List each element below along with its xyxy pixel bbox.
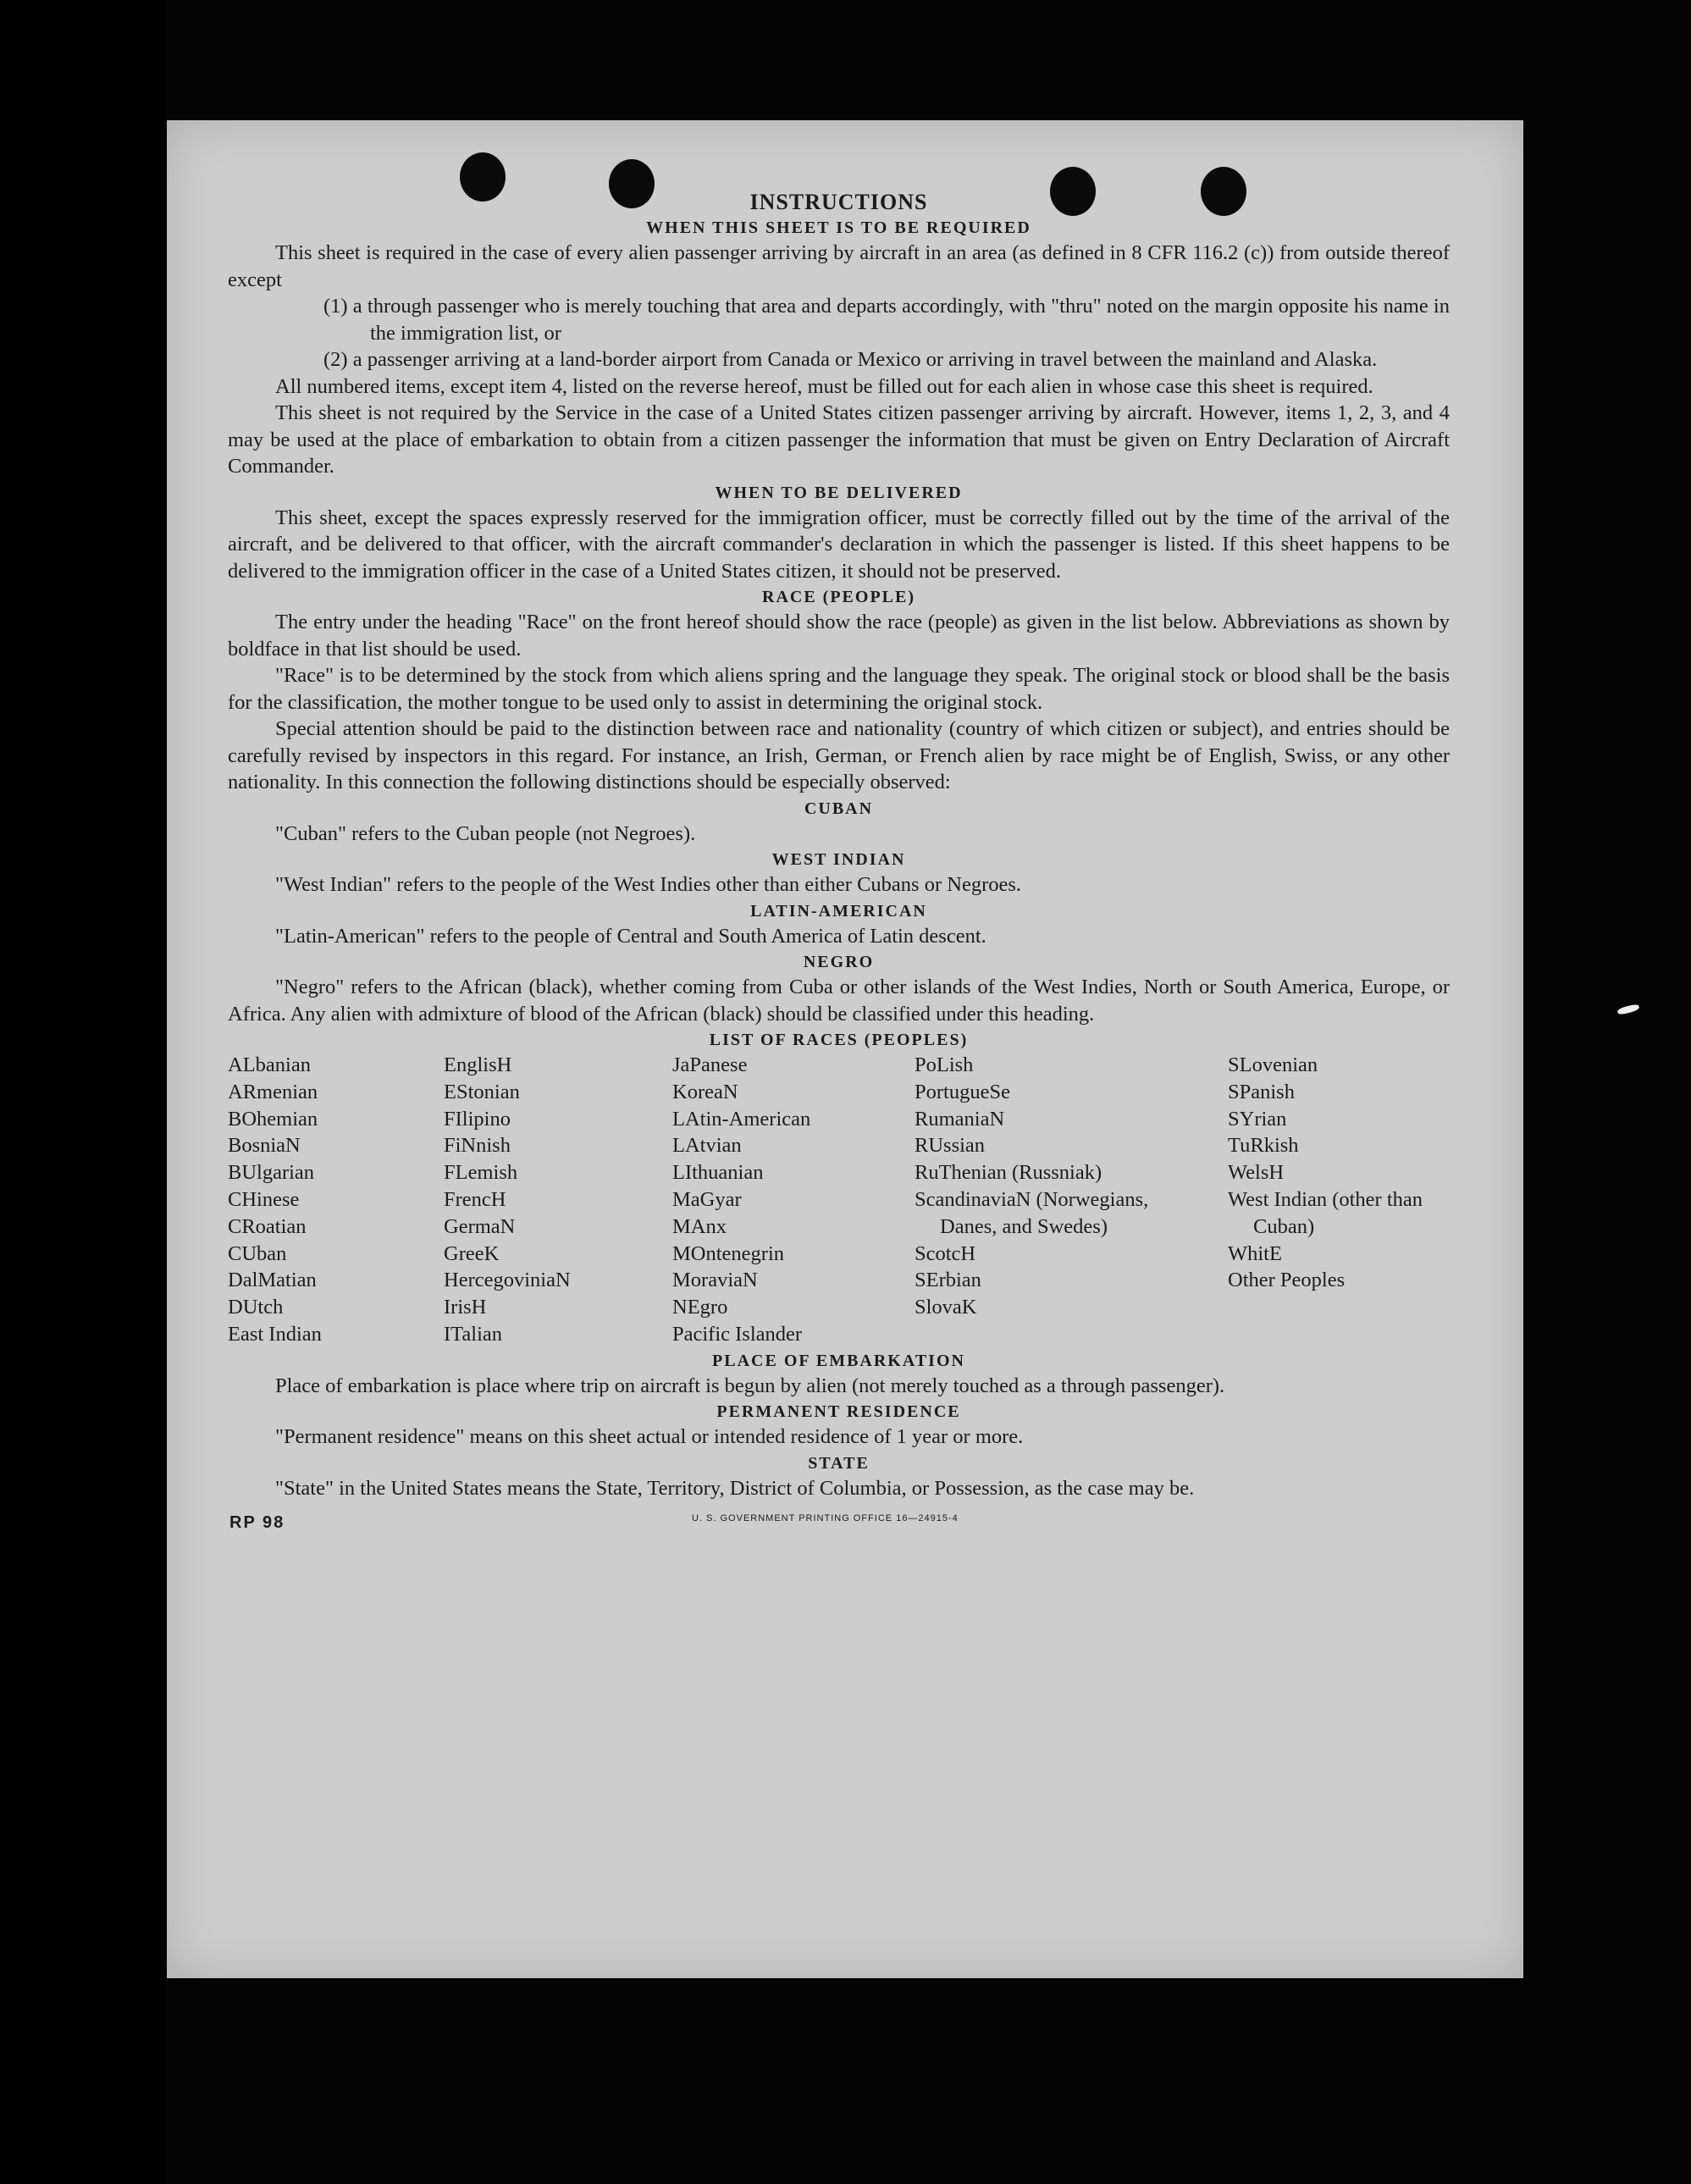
paragraph: "Race" is to be determined by the stock from which aliens spring and the language they speak. The original stock or blood shall be the basis for the classification, the mother tongue to be used only to assist in determining the original stock. xyxy=(228,664,1450,714)
page-footer xyxy=(228,1508,1450,1542)
race-item: ScotcH xyxy=(915,1241,976,1265)
paragraph: This sheet is required in the case of every alien passenger arriving by aircraft in an area (as defined in 8 CFR 116.2 (c)) from outside thereof except xyxy=(228,241,1450,291)
race-item: ALbanian xyxy=(228,1053,311,1076)
race-column xyxy=(444,1052,672,1348)
section-heading: WHEN TO BE DELIVERED xyxy=(715,483,963,502)
race-item: SYrian xyxy=(1228,1107,1287,1131)
race-item: SLovenian xyxy=(1228,1053,1318,1076)
race-item: WelsH xyxy=(1228,1161,1285,1185)
race-item: FiNnish xyxy=(444,1134,511,1158)
race-item: HercegoviniaN xyxy=(444,1269,571,1292)
race-item: BosniaN xyxy=(228,1134,301,1158)
race-item: FrencH xyxy=(444,1187,506,1211)
printer-imprint: U. S. GOVERNMENT PRINTING OFFICE 16—24915-4 xyxy=(692,1513,959,1524)
paragraph: "Cuban" refers to the Cuban people (not Negroes). xyxy=(275,821,696,845)
section-heading: CUBAN xyxy=(804,799,874,818)
race-item: EnglisH xyxy=(444,1053,512,1076)
race-column xyxy=(672,1052,915,1348)
race-item: ScandinaviaN (Norwegians, Danes, and Swedes) xyxy=(915,1187,1154,1238)
list-item: (2) a passenger arriving at a land-border airport from Canada or Mexico or arriving in travel between the mainland and Alaska. xyxy=(323,348,1378,371)
race-item: ITalian xyxy=(444,1322,503,1346)
race-column xyxy=(1228,1052,1465,1348)
race-item: SlovaK xyxy=(915,1296,977,1319)
race-item: ARmenian xyxy=(228,1080,318,1103)
paragraph: "Permanent residence" means on this sheet actual or intended residence of 1 year or more. xyxy=(275,1425,1024,1449)
race-item: CRoatian xyxy=(228,1214,307,1238)
race-item: JaPanese xyxy=(672,1053,748,1076)
section-heading: WEST INDIAN xyxy=(771,850,906,869)
race-item: MAnx xyxy=(672,1214,727,1238)
race-item: PoLish xyxy=(915,1053,974,1076)
section-heading: RACE (PEOPLE) xyxy=(762,588,915,606)
race-item: EStonian xyxy=(444,1080,520,1103)
paragraph: Place of embarkation is place where trip on aircraft is begun by alien (not merely touched as a through passenger). xyxy=(275,1374,1225,1397)
race-item: East Indian xyxy=(228,1322,322,1346)
race-item: DalMatian xyxy=(228,1269,317,1292)
section-heading: PLACE OF EMBARKATION xyxy=(712,1351,965,1370)
race-item: CHinese xyxy=(228,1187,300,1211)
race-item: West Indian (other than Cuban) xyxy=(1228,1187,1429,1238)
race-item: CUban xyxy=(228,1241,287,1265)
race-item: FIlipino xyxy=(444,1107,511,1131)
race-item: MaGyar xyxy=(672,1187,742,1211)
race-item: RUssian xyxy=(915,1134,986,1158)
paragraph: "Negro" refers to the African (black), whether coming from Cuba or other islands of the West Indies, North or South America, Europe, or Africa. Any alien with admixture of blood of the African (black) should be classified under this heading. xyxy=(228,976,1450,1026)
section-heading: WHEN THIS SHEET IS TO BE REQUIRED xyxy=(646,218,1031,237)
race-item: GermaN xyxy=(444,1214,516,1238)
race-item: LAtvian xyxy=(672,1134,742,1158)
race-item: LIthuanian xyxy=(672,1161,764,1185)
race-list xyxy=(228,1052,1450,1348)
race-item: RuThenian (Russniak) xyxy=(915,1161,1102,1185)
paragraph: This sheet is not required by the Service in the case of a United States citizen passenger arriving by aircraft. However, items 1, 2, 3, and 4 may be used at the place of embarkation to obtain from a citizen passenger the information that must be given on Entry Declaration of Aircraft Commander. xyxy=(228,401,1450,478)
section-heading: LIST OF RACES (PEOPLES) xyxy=(709,1031,969,1049)
scan-speck xyxy=(1616,1004,1639,1015)
race-item: IrisH xyxy=(444,1296,487,1319)
section-heading: STATE xyxy=(808,1453,870,1473)
race-item: DUtch xyxy=(228,1296,284,1319)
race-item: BUlgarian xyxy=(228,1161,315,1185)
race-item: PortugueSe xyxy=(915,1080,1010,1103)
paragraph: "West Indian" refers to the people of the West Indies other than either Cubans or Negroes. xyxy=(275,873,1022,896)
form-code: RP 98 xyxy=(229,1513,285,1533)
race-item: Pacific Islander xyxy=(672,1322,803,1346)
race-item: MOntenegrin xyxy=(672,1241,784,1265)
page-title: INSTRUCTIONS xyxy=(749,190,928,214)
paragraph: The entry under the heading "Race" on the front hereof should show the race (people) as given in the list below. Abbreviations as shown by boldface in that list should be used. xyxy=(228,611,1450,661)
section-heading: PERMANENT RESIDENCE xyxy=(716,1402,961,1422)
paragraph: All numbered items, except item 4, listed on the reverse hereof, must be filled out for each alien in whose case this sheet is required. xyxy=(275,374,1373,398)
race-item: NEgro xyxy=(672,1296,728,1319)
section-heading: NEGRO xyxy=(803,953,875,971)
race-item: LAtin-American xyxy=(672,1107,811,1131)
list-item: (1) a through passenger who is merely touching that area and departs accordingly, with "thru" noted on the margin opposite his name in the immigration list, or xyxy=(323,295,1450,345)
race-item: SErbian xyxy=(915,1269,981,1292)
paragraph: Special attention should be paid to the distinction between race and nationality (country of which citizen or subject), and entries should be carefully revised by inspectors in this regard. For instance, an Irish, German, or French alien by race might be of English, Swiss, or any other nationality. In this connection the following distinctions should be especially observed: xyxy=(228,717,1450,793)
race-item: RumaniaN xyxy=(915,1107,1005,1131)
race-item: SPanish xyxy=(1228,1080,1295,1103)
race-item: MoraviaN xyxy=(672,1269,758,1292)
race-item: WhitE xyxy=(1228,1241,1282,1265)
race-column xyxy=(915,1052,1228,1348)
race-item: FLemish xyxy=(444,1161,518,1185)
race-item: TuRkish xyxy=(1228,1134,1299,1158)
document-page xyxy=(167,120,1523,1978)
section-heading: LATIN-AMERICAN xyxy=(750,901,927,921)
race-item: GreeK xyxy=(444,1241,500,1265)
race-item: KoreaN xyxy=(672,1080,738,1103)
scan-border xyxy=(0,0,167,2184)
paragraph: This sheet, except the spaces expressly reserved for the immigration officer, must be correctly filled out by the time of the arrival of the aircraft, and be delivered to that officer, with the aircraft commander's declaration in which the passenger is listed. If this sheet happens to be delivered to the immigration officer in the case of a United States citizen, it should not be preserved. xyxy=(228,506,1450,583)
race-item: BOhemian xyxy=(228,1107,318,1131)
race-column xyxy=(228,1052,444,1348)
instructions-content xyxy=(228,190,1450,1542)
race-item: Other Peoples xyxy=(1228,1269,1346,1292)
paragraph: "Latin-American" refers to the people of Central and South America of Latin descent. xyxy=(275,924,986,948)
paragraph: "State" in the United States means the State, Territory, District of Columbia, or Possession, as the case may be. xyxy=(275,1476,1195,1500)
